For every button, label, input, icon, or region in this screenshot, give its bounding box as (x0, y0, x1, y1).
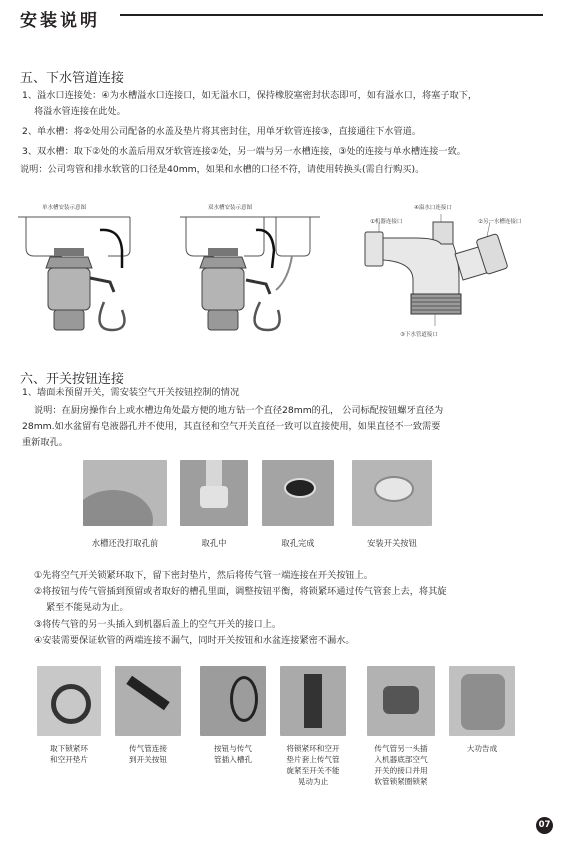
photo-connect-tube (115, 666, 181, 736)
caption-tighten-ring: 将锁紧环和空开 垫片套上传气管 旋紧至开关不能 晃动为止 (286, 744, 340, 786)
photo-remove-ring (37, 666, 101, 736)
page-title: 安装说明 (20, 11, 100, 31)
step-3: ③将传气管的另一头插入到机器后盖上的空气开关的接口上。 (34, 619, 282, 630)
fig-double-title: 双水槽安装示意图 (208, 205, 253, 211)
caption-connect-tube: 传气管连接 到开关按钮 (129, 744, 167, 764)
section6-desc-line2: 28mm.如水盆留有皂液器孔并不使用，其直径和空气开关直径一致可以直接使用，如果直径不一致需要 (22, 421, 441, 432)
step-2-line2: 紧至不能晃动为止。 (46, 602, 129, 613)
section6-desc-line3: 重新取孔。 (22, 437, 68, 448)
step-2-line1: ②将按钮与传气管插到预留或者取好的槽孔里面，调整按钮平衡，将锁紧环通过传气管套上去，将其旋 (34, 586, 447, 597)
caption-before-hole: 水槽还没打取孔前 (91, 538, 159, 548)
section5-item2: 2、单水槽：将②处用公司配备的水盖及垫片将其密封住，用单牙软管连接③，直接通往下水管道。 (22, 126, 422, 137)
caption-complete: 大功告成 (466, 744, 498, 753)
caption-drilling: 取孔中 (201, 538, 227, 548)
section5-item1-line1: 1、溢水口连接处：④为水槽溢水口连接口，如无溢水口，保持橡胶塞密封状态即可，如有溢水口，将塞子取下， (22, 90, 478, 101)
photo-drilling (180, 460, 248, 526)
title-rule (120, 14, 543, 16)
caption-insert-hole: 按钮与传气 管插入槽孔 (214, 744, 252, 764)
caption-install-button: 安装开关按钮 (367, 538, 417, 548)
step-1: ①先将空气开关锁紧环取下，留下密封垫片，然后将传气管一端连接在开关按钮上。 (34, 570, 373, 581)
fig-single-title: 单水槽安装示意图 (42, 205, 87, 211)
double-sink-diagram (180, 210, 325, 340)
photo-hole-done (262, 460, 334, 526)
step-4: ④安装需要保证软管的两端连接不漏气，同时开关按钮和水盆连接紧密不漏水。 (34, 635, 355, 646)
photo-connect-machine (367, 666, 435, 736)
label-machine-connector: ①机器连接口 (370, 219, 403, 225)
caption-remove-ring: 取下锁紧环 和空开垫片 (50, 744, 88, 764)
photo-insert-hole (200, 666, 266, 736)
label-drain-connector: ③下水管道接口 (400, 332, 438, 338)
page-number: 07 (536, 817, 553, 834)
caption-connect-machine: 传气管另一头插 入机器底部空气 开关的接口并用 软管锁紧圈锁紧 (374, 744, 428, 786)
label-overflow-connector: ④溢水口连接口 (414, 205, 452, 211)
photo-before-hole (83, 460, 167, 526)
photo-tighten-ring (280, 666, 346, 736)
section5-item1-line2: 将溢水管连接在此处。 (34, 106, 126, 117)
single-sink-diagram (18, 210, 143, 340)
drain-elbow-diagram (355, 208, 540, 336)
section5-note: 说明：公司弯管和排水软管的口径是40mm，如果和水槽的口径不符，请使用转换头(需自行购买)。 (20, 164, 425, 175)
section6-desc-line1: 说明：在厨房操作台上或水槽边角处最方便的地方钻一个直径28mm的孔， 公司标配按钮螺牙直径为 (34, 405, 444, 416)
section5-item3: 3、双水槽：取下②处的水盖后用双牙软管连接②处，另一端与另一水槽连接，③处的连接与单水槽连接一致。 (22, 146, 466, 157)
section5-heading: 五、下水管道连接 (20, 71, 125, 86)
photo-complete (449, 666, 515, 736)
section6-heading: 六、开关按钮连接 (20, 372, 125, 387)
caption-hole-done: 取孔完成 (281, 538, 315, 548)
photo-install-button (352, 460, 432, 526)
section6-sub1: 1、墙面未预留开关，需安装空气开关按钮控制的情况 (22, 387, 240, 398)
label-other-sink-connector: ②另一水槽连接口 (478, 219, 522, 225)
